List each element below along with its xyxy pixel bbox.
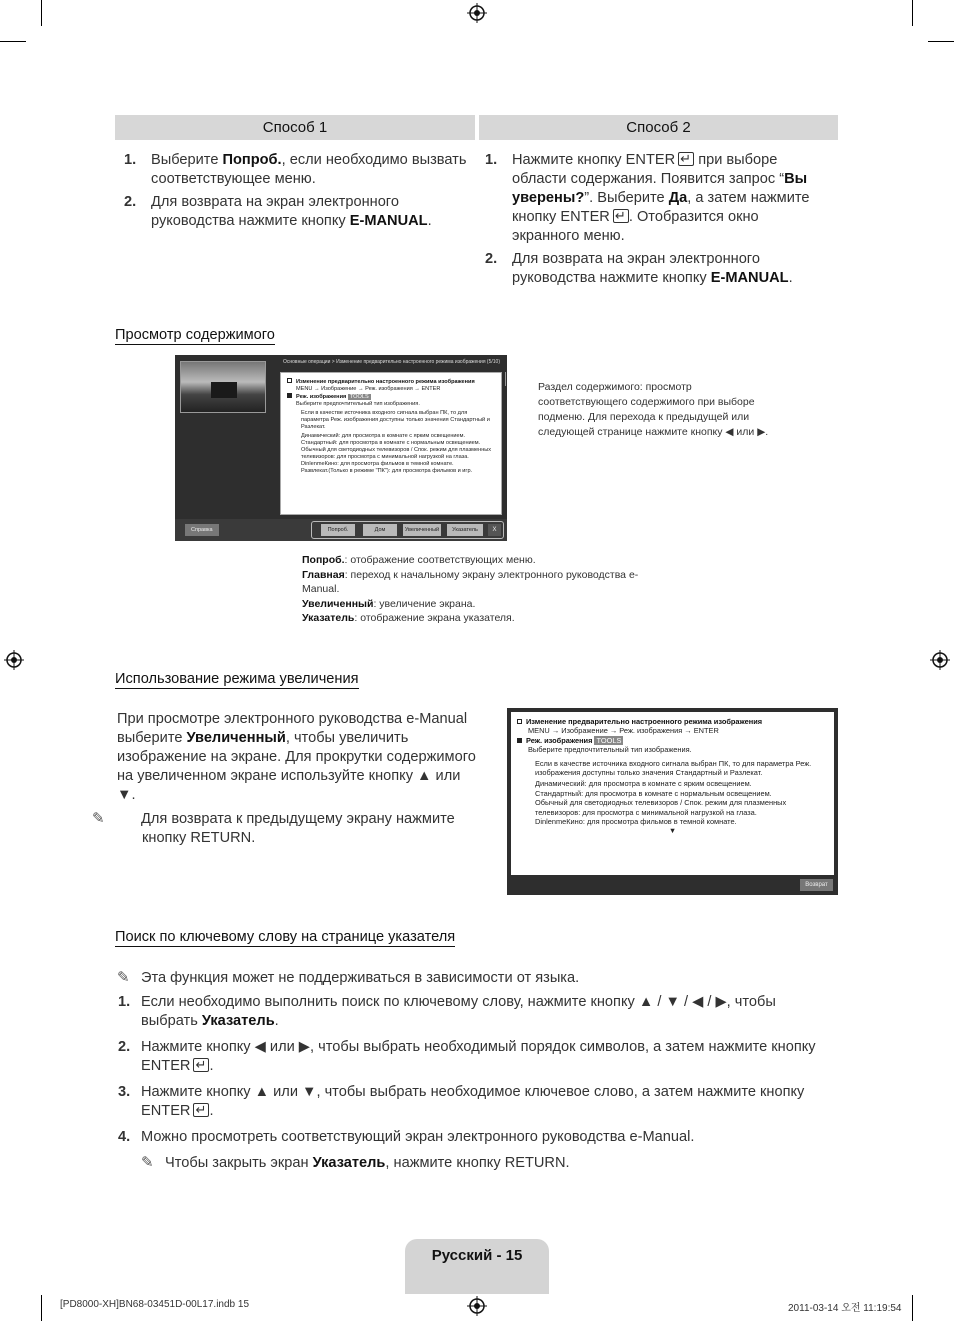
try-button[interactable]: Попроб. <box>321 524 355 536</box>
crop-mark <box>912 1295 913 1321</box>
crop-mark <box>912 0 913 26</box>
enter-icon <box>193 1058 209 1072</box>
scroll-down-icon[interactable]: ▼ <box>668 826 677 836</box>
crop-mark <box>0 41 26 42</box>
crop-mark <box>928 41 954 42</box>
square-bullet-icon <box>287 393 292 398</box>
section-title-view: Просмотр содержимого <box>115 327 275 343</box>
home-button[interactable]: Дом <box>363 524 397 536</box>
index-button[interactable]: Указатель <box>447 524 483 536</box>
emanual-screen-content <box>175 355 507 541</box>
method1-steps <box>115 151 475 235</box>
zoom-description: При просмотре электронного руководства e-Manual выберите Увеличенный, чтобы увеличить изображение на экране. Для прокрутки содержимого на увеличенном экране используйте кнопку ▲ или ▼. ✎ Для возврата к предыдущему экрану нажмите кнопку RETURN. <box>92 711 476 846</box>
note-pencil-icon: ✎ <box>141 1154 154 1171</box>
section-title-search: Поиск по ключевому слову на странице указателя <box>115 929 456 945</box>
registration-mark-icon <box>467 3 487 23</box>
content-callout: Раздел содержимого: просмотр соответствующего содержимого при выборе подменю. Для перехода к предыдущей или следующей странице нажмите кнопку ◀ или ▶. <box>538 381 769 438</box>
list-item: 1. Нажмите кнопку ENTER↵ при выборе области содержания. Появится запрос “Вы уверены?”. Выберите Да, а затем нажмите кнопку ENTER↵ . Отобразится окно экранного меню. <box>476 151 821 246</box>
back-button[interactable]: Возврат <box>800 879 833 891</box>
list-item: 4. Можно просмотреть соответствующий экран электронного руководства e-Manual. ✎ Чтобы закрыть экран Указатель, нажмите кнопку RETURN. <box>118 1129 695 1171</box>
method2-header: Способ 2 <box>479 115 838 140</box>
list-item: 1. Если необходимо выполнить поиск по ключевому слову, нажмите кнопку ▲ / ▼ / ◀ / ▶, чтобы выбрать Указатель. <box>118 994 776 1029</box>
crop-mark <box>41 0 42 26</box>
callout-line <box>505 372 506 386</box>
checkbox-icon <box>287 378 292 383</box>
search-steps <box>115 993 830 1178</box>
page-number-tab: Русский - 15 <box>405 1239 549 1294</box>
breadcrumb: Основные операции > Изменение предварительно настроенного режима изображения (5/10) <box>283 359 500 365</box>
emanual-screen-zoomed <box>507 708 838 895</box>
list-item: 2. Нажмите кнопку ◀ или ▶, чтобы выбрать необходимый порядок символов, а затем нажмите кнопку ENTER↵ . <box>115 1038 830 1076</box>
enter-icon <box>193 1103 209 1117</box>
help-button[interactable]: Справка <box>185 524 219 536</box>
zoom-button[interactable]: Увеличенный <box>403 524 441 536</box>
registration-mark-icon <box>4 650 24 670</box>
close-button[interactable]: X <box>488 524 501 536</box>
footer-file-info: [PD8000-XH]BN68-03451D-00L17.indb 15 <box>60 1299 250 1310</box>
list-item: 2. Для возврата на экран электронного руководства нажмите кнопку E-MANUAL. <box>485 251 793 286</box>
method1-header: Способ 1 <box>115 115 475 140</box>
list-item: 2. Для возврата на экран электронного руководства нажмите кнопку E-MANUAL. <box>124 194 432 229</box>
note-pencil-icon: ✎ <box>117 969 130 986</box>
zoomed-content-panel[interactable]: Изменение предварительно настроенного режима изображения MENU → Изображение → Реж. изображения → ENTER Реж. изображения TOOLS Выберите предпочтительный тип изображения. Если в качестве источника входного сигнала выбран ПК, то для параметра Реж. изображения доступны только значения Стандартный и Разлекат. Динамический: для просмотра в комнате с ярким освещением. Стандартный: для просмотра в комнате с нормальным освещением. Обычный для светодиодных телевизоров / Спок. режим для плазменных телевизоров: для просмотра с минимальной нагрузкой на глаза. DinlenmeКино: для просмотра фильмов в темной комнате. ▼ <box>511 712 834 875</box>
registration-mark-icon <box>467 1296 487 1316</box>
button-legend: Попроб.: отображение соответствующих меню. Главная: переход к начальному экрану электронного руководства e-Manual. Увеличенный: увеличение экрана. Указатель: отображение экрана указателя. <box>302 554 639 624</box>
crop-mark <box>41 1295 42 1321</box>
registration-mark-icon <box>930 650 950 670</box>
section-title-zoom: Использование режима увеличения <box>115 671 359 687</box>
note-pencil-icon: ✎ <box>92 810 105 827</box>
search-note: ✎ Эта функция может не поддерживаться в зависимости от языка. <box>117 969 580 986</box>
preview-image <box>180 361 266 413</box>
content-panel[interactable]: Изменение предварительно настроенного режима изображения MENU → Изображение → Реж. изображения → ENTER Реж. изображения TOOLS Выберите предпочтительный тип изображения. Если в качестве источника входного сигнала выбран ПК, то для параметра Реж. изображения доступны только значения Стандартный и Разлекат. Динамический: для просмотра в комнате с ярким освещением. Стандартный: для просмотра в комнате с нормальным освещением. Обычный для светодиодных телевизоров / Спок. режим для плазменных телевизоров: для просмотра с минимальной нагрузкой на глаза. DinlenmeКино: для просмотра фильмов в темной комнате. Развлекат.(Только в режиме "ПК"): для просмотра фильмов и игр. <box>280 372 502 515</box>
checkbox-icon <box>517 719 522 724</box>
list-item: 3. Нажмите кнопку ▲ или ▼, чтобы выбрать необходимое ключевое слово, а затем нажмите кнопку ENTER↵ . <box>115 1083 830 1121</box>
square-bullet-icon <box>517 738 522 743</box>
method2-steps <box>476 151 821 292</box>
enter-icon <box>613 209 629 223</box>
list-item: 1. Выберите Попроб., если необходимо вызвать соответствующее меню. <box>124 152 467 187</box>
footer-timestamp: 2011-03-14 오전 11:19:54 <box>788 1303 902 1314</box>
enter-icon <box>678 152 694 166</box>
